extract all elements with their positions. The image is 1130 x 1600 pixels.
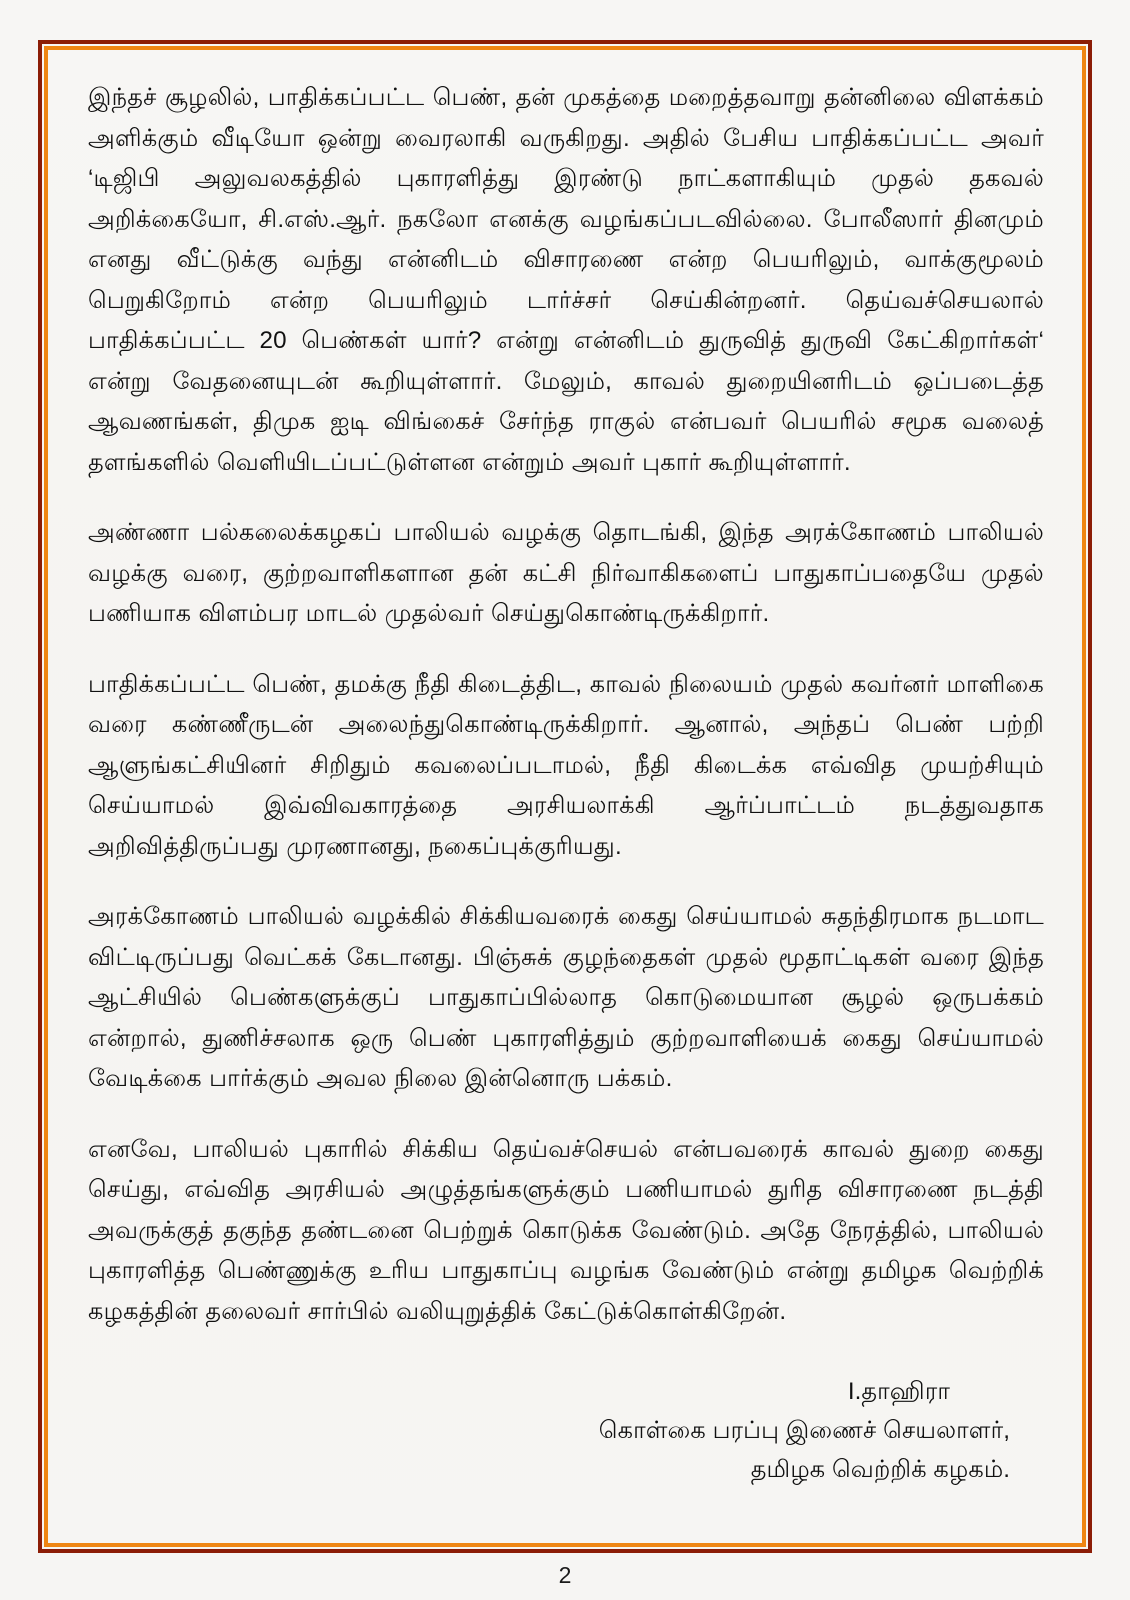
signatory-organisation: தமிழக வெற்றிக் கழகம். xyxy=(750,1456,1010,1483)
page-number: 2 xyxy=(558,1562,572,1588)
body-paragraph-4: அரக்கோணம் பாலியல் வழக்கில் சிக்கியவரைக் கைது செய்யாமல் சுதந்திரமாக நடமாட விட்டிருப்பது வெட்கக் கேடானது. பிஞ்சுக் குழந்தைகள் முதல் மூதாட்டிகள் வரை இந்த ஆட்சியில் பெண்களுக்குப் பாதுகாப்பில்லாத கொடுமையான சூழல் ஒருபக்கம் என்றால், துணிச்சலாக ஒரு பெண் புகாரளித்தும் குற்றவாளியைக் கைது செய்யாமல் வேடிக்கை பார்க்கும் அவல நிலை இன்னொரு பக்கம். xyxy=(88,903,1044,1092)
document-content-area xyxy=(88,78,1044,1508)
body-paragraph-1: இந்தச் சூழலில், பாதிக்கப்பட்ட பெண், தன் முகத்தை மறைத்தவாறு தன்னிலை விளக்கம் அளிக்கும் வீடியோ ஒன்று வைரலாகி வருகிறது. அதில் பேசிய பாதிக்கப்பட்ட அவர் ‘டிஜிபி அலுவலகத்தில் புகாரளித்து இரண்டு நாட்களாகியும் முதல் தகவல் அறிக்கையோ, சி.எஸ்.ஆர். நகலோ எனக்கு வழங்கப்படவில்லை. போலீஸார் தினமும் எனது வீட்டுக்கு வந்து என்னிடம் விசாரணை என்ற பெயரிலும், வாக்குமூலம் பெறுகிறோம் என்ற பெயரிலும் டார்ச்சர் செய்கின்றனர். தெய்வச்செயலால் பாதிக்கப்பட்ட 20 பெண்கள் யார்? என்று என்னிடம் துருவித் துருவி கேட்கிறார்கள்‘ என்று வேதனையுடன் கூறியுள்ளார். மேலும், காவல் துறையினரிடம் ஒப்படைத்த ஆவணங்கள், திமுக ஐடி விங்கைச் சேர்ந்த ராகுல் என்பவர் பெயரில் சமூக வலைத் தளங்களில் வெளியிடப்பட்டுள்ளன என்றும் அவர் புகார் கூறியுள்ளார். xyxy=(88,84,1044,476)
body-paragraph-2: அண்ணா பல்கலைக்கழகப் பாலியல் வழக்கு தொடங்கி, இந்த அரக்கோணம் பாலியல் வழக்கு வரை, குற்றவாளிகளான தன் கட்சி நிர்வாகிகளைப் பாதுகாப்பதையே முதல் பணியாக விளம்பர மாடல் முதல்வர் செய்துகொண்டிருக்கிறார். xyxy=(88,519,1044,627)
signature-block xyxy=(88,1372,1044,1489)
body-paragraph-5: எனவே, பாலியல் புகாரில் சிக்கிய தெய்வச்செயல் என்பவரைக் காவல் துறை கைது செய்து, எவ்வித அரசியல் அழுத்தங்களுக்கும் பணியாமல் துரித விசாரணை நடத்தி அவருக்குத் தகுந்த தண்டனை பெற்றுக் கொடுக்க வேண்டும். அதே நேரத்தில், பாலியல் புகாரளித்த பெண்ணுக்கு உரிய பாதுகாப்பு வழங்க வேண்டும் என்று தமிழக வெற்றிக் கழகத்தின் தலைவர் சார்பில் வலியுறுத்திக் கேட்டுக்கொள்கிறேன். xyxy=(88,1135,1044,1325)
signatory-name: I.தாஹிரா xyxy=(847,1378,950,1405)
signatory-designation: கொள்கை பரப்பு இணைச் செயலாளர், xyxy=(598,1417,1010,1444)
body-paragraph-3: பாதிக்கப்பட்ட பெண், தமக்கு நீதி கிடைத்திட, காவல் நிலையம் முதல் கவர்னர் மாளிகை வரை கண்ணீருடன் அலைந்துகொண்டிருக்கிறார். ஆனால், அந்தப் பெண் பற்றி ஆளுங்கட்சியினர் சிறிதும் கவலைப்படாமல், நீதி கிடைக்க எவ்வித முயற்சியும் செய்யாமல் இவ்விவகாரத்தை அரசியலாக்கி ஆர்ப்பாட்டம் நடத்துவதாக அறிவித்திருப்பது முரணானது, நகைப்புக்குரியது. xyxy=(88,670,1044,860)
